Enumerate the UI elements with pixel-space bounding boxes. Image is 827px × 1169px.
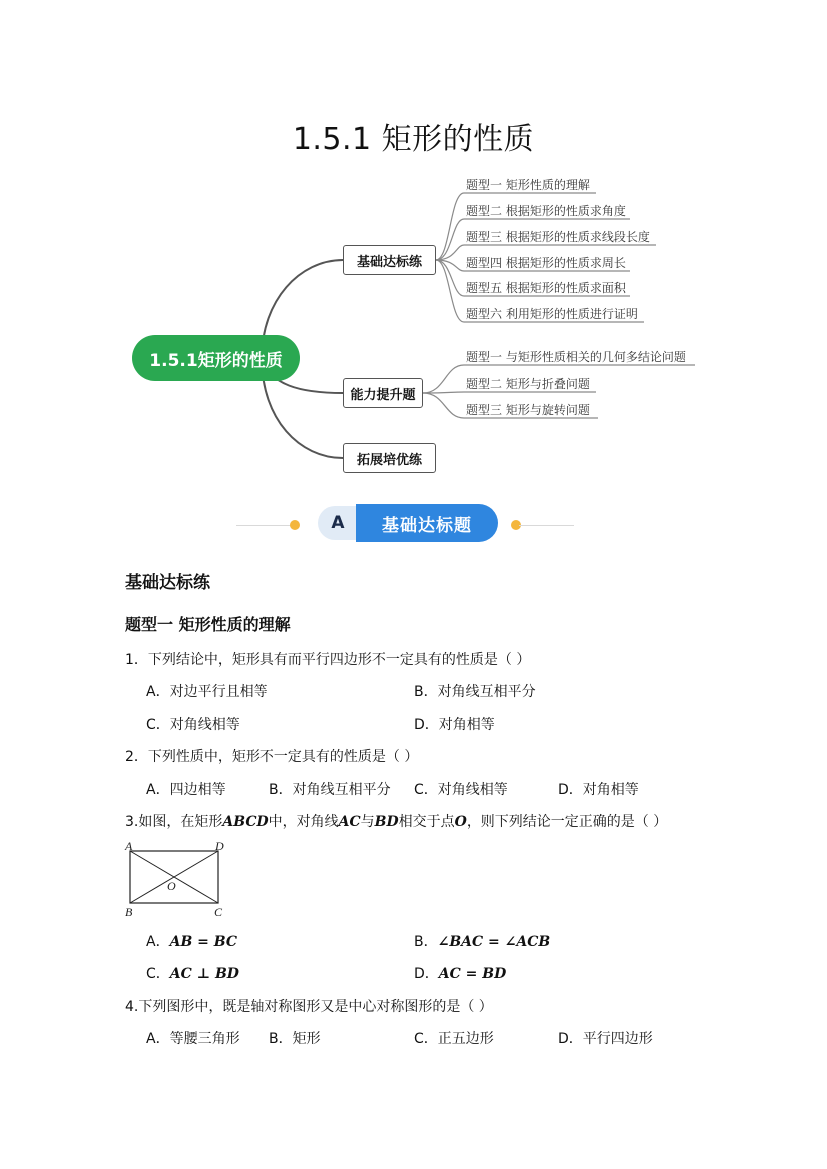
mindmap-leaf: 题型三 根据矩形的性质求线段长度	[466, 230, 650, 244]
question-3-option-a	[146, 931, 237, 951]
mindmap-root: 1.5.1矩形的性质	[132, 335, 300, 381]
mindmap-leaf: 题型二 矩形与折叠问题	[466, 377, 590, 391]
question-1-option-d: D．对角相等	[414, 717, 495, 733]
stem-text: 相交于点	[398, 814, 455, 830]
question-1-stem: 1．下列结论中，矩形具有而平行四边形不一定具有的性质是（ ）	[125, 652, 531, 668]
page-title: 1.5.1 矩形的性质	[292, 122, 535, 157]
option-expr: AB = BC	[169, 934, 237, 950]
question-1-option-b: B．对角线互相平分	[414, 684, 536, 700]
math-abcd: ABCD	[222, 814, 269, 830]
mindmap-leaf: 题型一 矩形性质的理解	[466, 178, 590, 192]
math-bd: BD	[374, 814, 399, 830]
question-2-option-a: A．四边相等	[146, 782, 226, 798]
banner-line-right	[519, 525, 574, 526]
question-3-option-b	[414, 931, 550, 951]
option-letter: B．	[414, 934, 438, 950]
option-expr: AC ⊥ BD	[169, 966, 239, 982]
rectangle-figure	[122, 838, 237, 922]
question-2-option-c: C．对角线相等	[414, 782, 508, 798]
question-2-stem: 2．下列性质中，矩形不一定具有的性质是（ ）	[125, 749, 419, 765]
question-4-option-c: C．正五边形	[414, 1031, 494, 1047]
banner-letter: A	[318, 506, 358, 540]
figure-label-c: C	[214, 905, 223, 919]
stem-text: 中，对角线	[268, 814, 339, 830]
question-4-stem: 4.下列图形中，既是轴对称图形又是中心对称图形的是（ ）	[125, 999, 493, 1015]
question-1-option-c: C．对角线相等	[146, 717, 240, 733]
stem-text: ，则下列结论一定正确的是（ ）	[466, 814, 668, 830]
figure-label-b: B	[125, 905, 133, 919]
mindmap-leaf: 题型四 根据矩形的性质求周长	[466, 256, 626, 270]
figure-label-a: A	[125, 839, 133, 853]
mindmap-leaf: 题型二 根据矩形的性质求角度	[466, 204, 626, 218]
question-3-option-d	[414, 963, 506, 983]
option-letter: D．	[414, 966, 439, 982]
banner-dot-left	[290, 520, 300, 530]
option-letter: A．	[146, 934, 170, 950]
question-3-option-c	[146, 963, 239, 983]
question-4-option-b: B．矩形	[269, 1031, 321, 1047]
banner-line-left	[236, 525, 294, 526]
option-expr: AC = BD	[438, 966, 507, 982]
banner-title: 基础达标题	[356, 504, 498, 542]
stem-text: 3.如图，在矩形	[125, 814, 223, 830]
option-letter: C．	[146, 966, 170, 982]
stem-text: 与	[360, 814, 375, 830]
question-1-option-a: A．对边平行且相等	[146, 684, 268, 700]
mindmap-branch-basic: 基础达标练	[343, 245, 436, 275]
mindmap-leaf: 题型六 利用矩形的性质进行证明	[466, 307, 638, 321]
math-ac: AC	[338, 814, 361, 830]
mindmap-leaf: 题型三 矩形与旋转问题	[466, 403, 590, 417]
figure-label-o: O	[167, 879, 176, 893]
section-title: 基础达标练	[125, 573, 210, 593]
question-3-stem	[125, 811, 667, 831]
mindmap-branch-extension: 拓展培优练	[343, 443, 436, 473]
mindmap-leaf: 题型五 根据矩形的性质求面积	[466, 281, 626, 295]
question-4-option-a: A．等腰三角形	[146, 1031, 240, 1047]
question-4-option-d: D．平行四边形	[558, 1031, 653, 1047]
mindmap-leaf: 题型一 与矩形性质相关的几何多结论问题	[466, 350, 686, 364]
figure-label-d: D	[215, 839, 224, 853]
question-2-option-d: D．对角相等	[558, 782, 639, 798]
question-2-option-b: B．对角线互相平分	[269, 782, 391, 798]
math-o: O	[454, 814, 467, 830]
subsection-title: 题型一 矩形性质的理解	[125, 615, 291, 634]
option-expr: ∠BAC = ∠ACB	[437, 934, 551, 950]
mindmap-branch-advanced: 能力提升题	[343, 378, 423, 408]
